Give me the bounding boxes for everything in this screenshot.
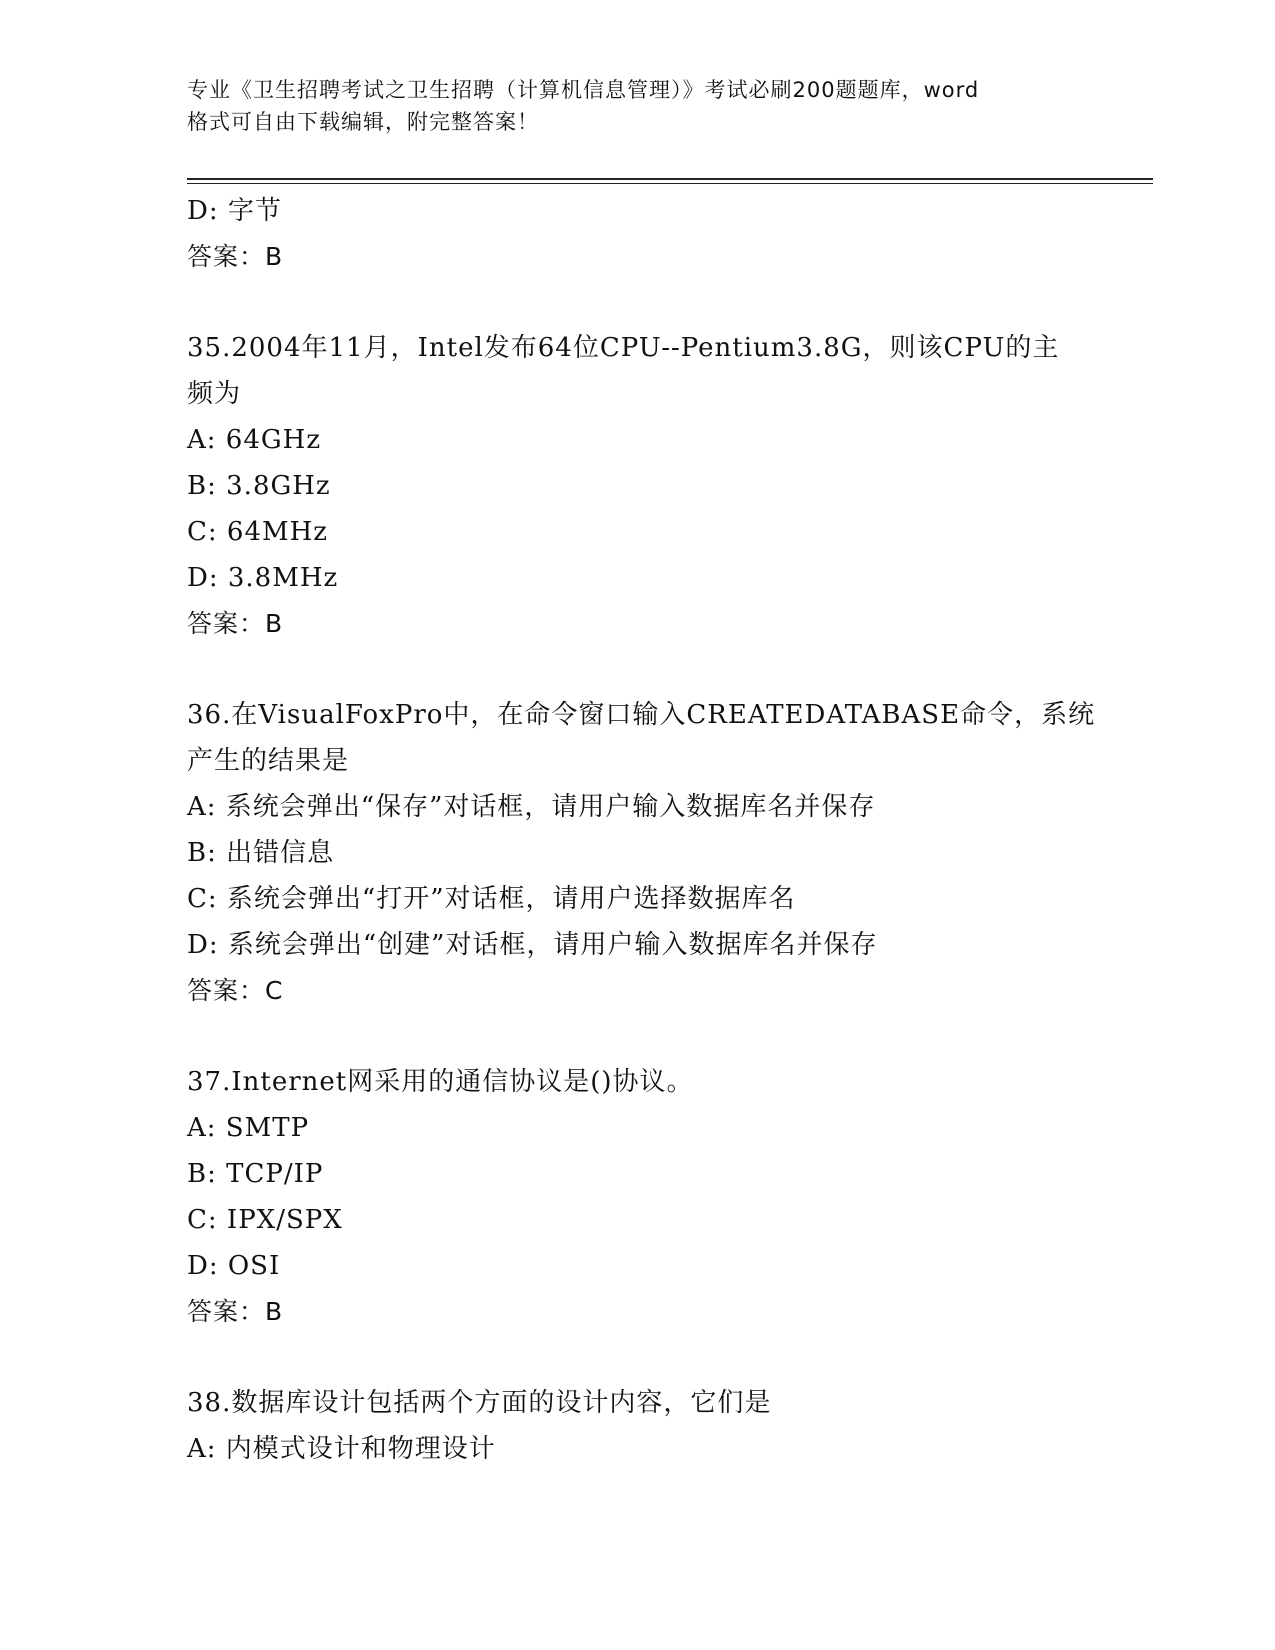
option-a: A: 64GHz	[187, 425, 322, 455]
question-36	[187, 692, 1096, 1014]
option-a: A: 内模式设计和物理设计	[187, 1434, 496, 1464]
option-a: A: SMTP	[187, 1113, 310, 1143]
question-stem-continued: 产生的结果是	[187, 746, 350, 776]
option-a: A: 系统会弹出“保存”对话框，请用户输入数据库名并保存	[187, 792, 876, 822]
question-stem-continued: 频为	[187, 379, 242, 409]
header-line-2: 格式可自由下载编辑，附完整答案！	[187, 110, 539, 134]
option-c: C: 系统会弹出“打开”对话框，请用户选择数据库名	[187, 884, 796, 914]
question-35	[187, 325, 1087, 647]
option-c: C: 64MHz	[187, 517, 328, 547]
question-list	[187, 188, 1096, 1472]
question-stem: 35.2004年11月，Intel发布64位CPU--Pentium3.8G，则该CPU的主	[187, 333, 1060, 363]
option-b: B: 出错信息	[187, 838, 335, 868]
answer-line: 答案：C	[187, 976, 284, 1005]
question-stem: 38.数据库设计包括两个方面的设计内容，它们是	[187, 1388, 772, 1418]
option-d: D: 3.8MHz	[187, 563, 339, 593]
option-b: B: TCP/IP	[187, 1159, 324, 1189]
option-d: D: OSI	[187, 1251, 281, 1281]
option-d: D: 系统会弹出“创建”对话框，请用户输入数据库名并保存	[187, 930, 878, 960]
answer-line: 答案：B	[187, 242, 284, 271]
header-line-1: 专业《卫生招聘考试之卫生招聘（计算机信息管理）》考试必刷200题题库，word	[187, 78, 980, 102]
question-stem: 36.在VisualFoxPro中，在命令窗口输入CREATEDATABASE命令，系统	[187, 700, 1096, 730]
answer-line: 答案：B	[187, 1297, 284, 1326]
header-rule-thick	[187, 178, 1153, 180]
option-b: B: 3.8GHz	[187, 471, 331, 501]
option-c: C: IPX/SPX	[187, 1205, 343, 1235]
option-d: D: 字节	[187, 196, 282, 226]
question-stem: 37.Internet网采用的通信协议是()协议。	[187, 1067, 694, 1097]
question-38	[187, 1380, 1087, 1472]
document-header	[187, 74, 1107, 138]
answer-line: 答案：B	[187, 609, 284, 638]
question-37	[187, 1059, 1087, 1335]
header-rule-thin	[187, 183, 1153, 184]
question-partial	[187, 188, 1087, 280]
